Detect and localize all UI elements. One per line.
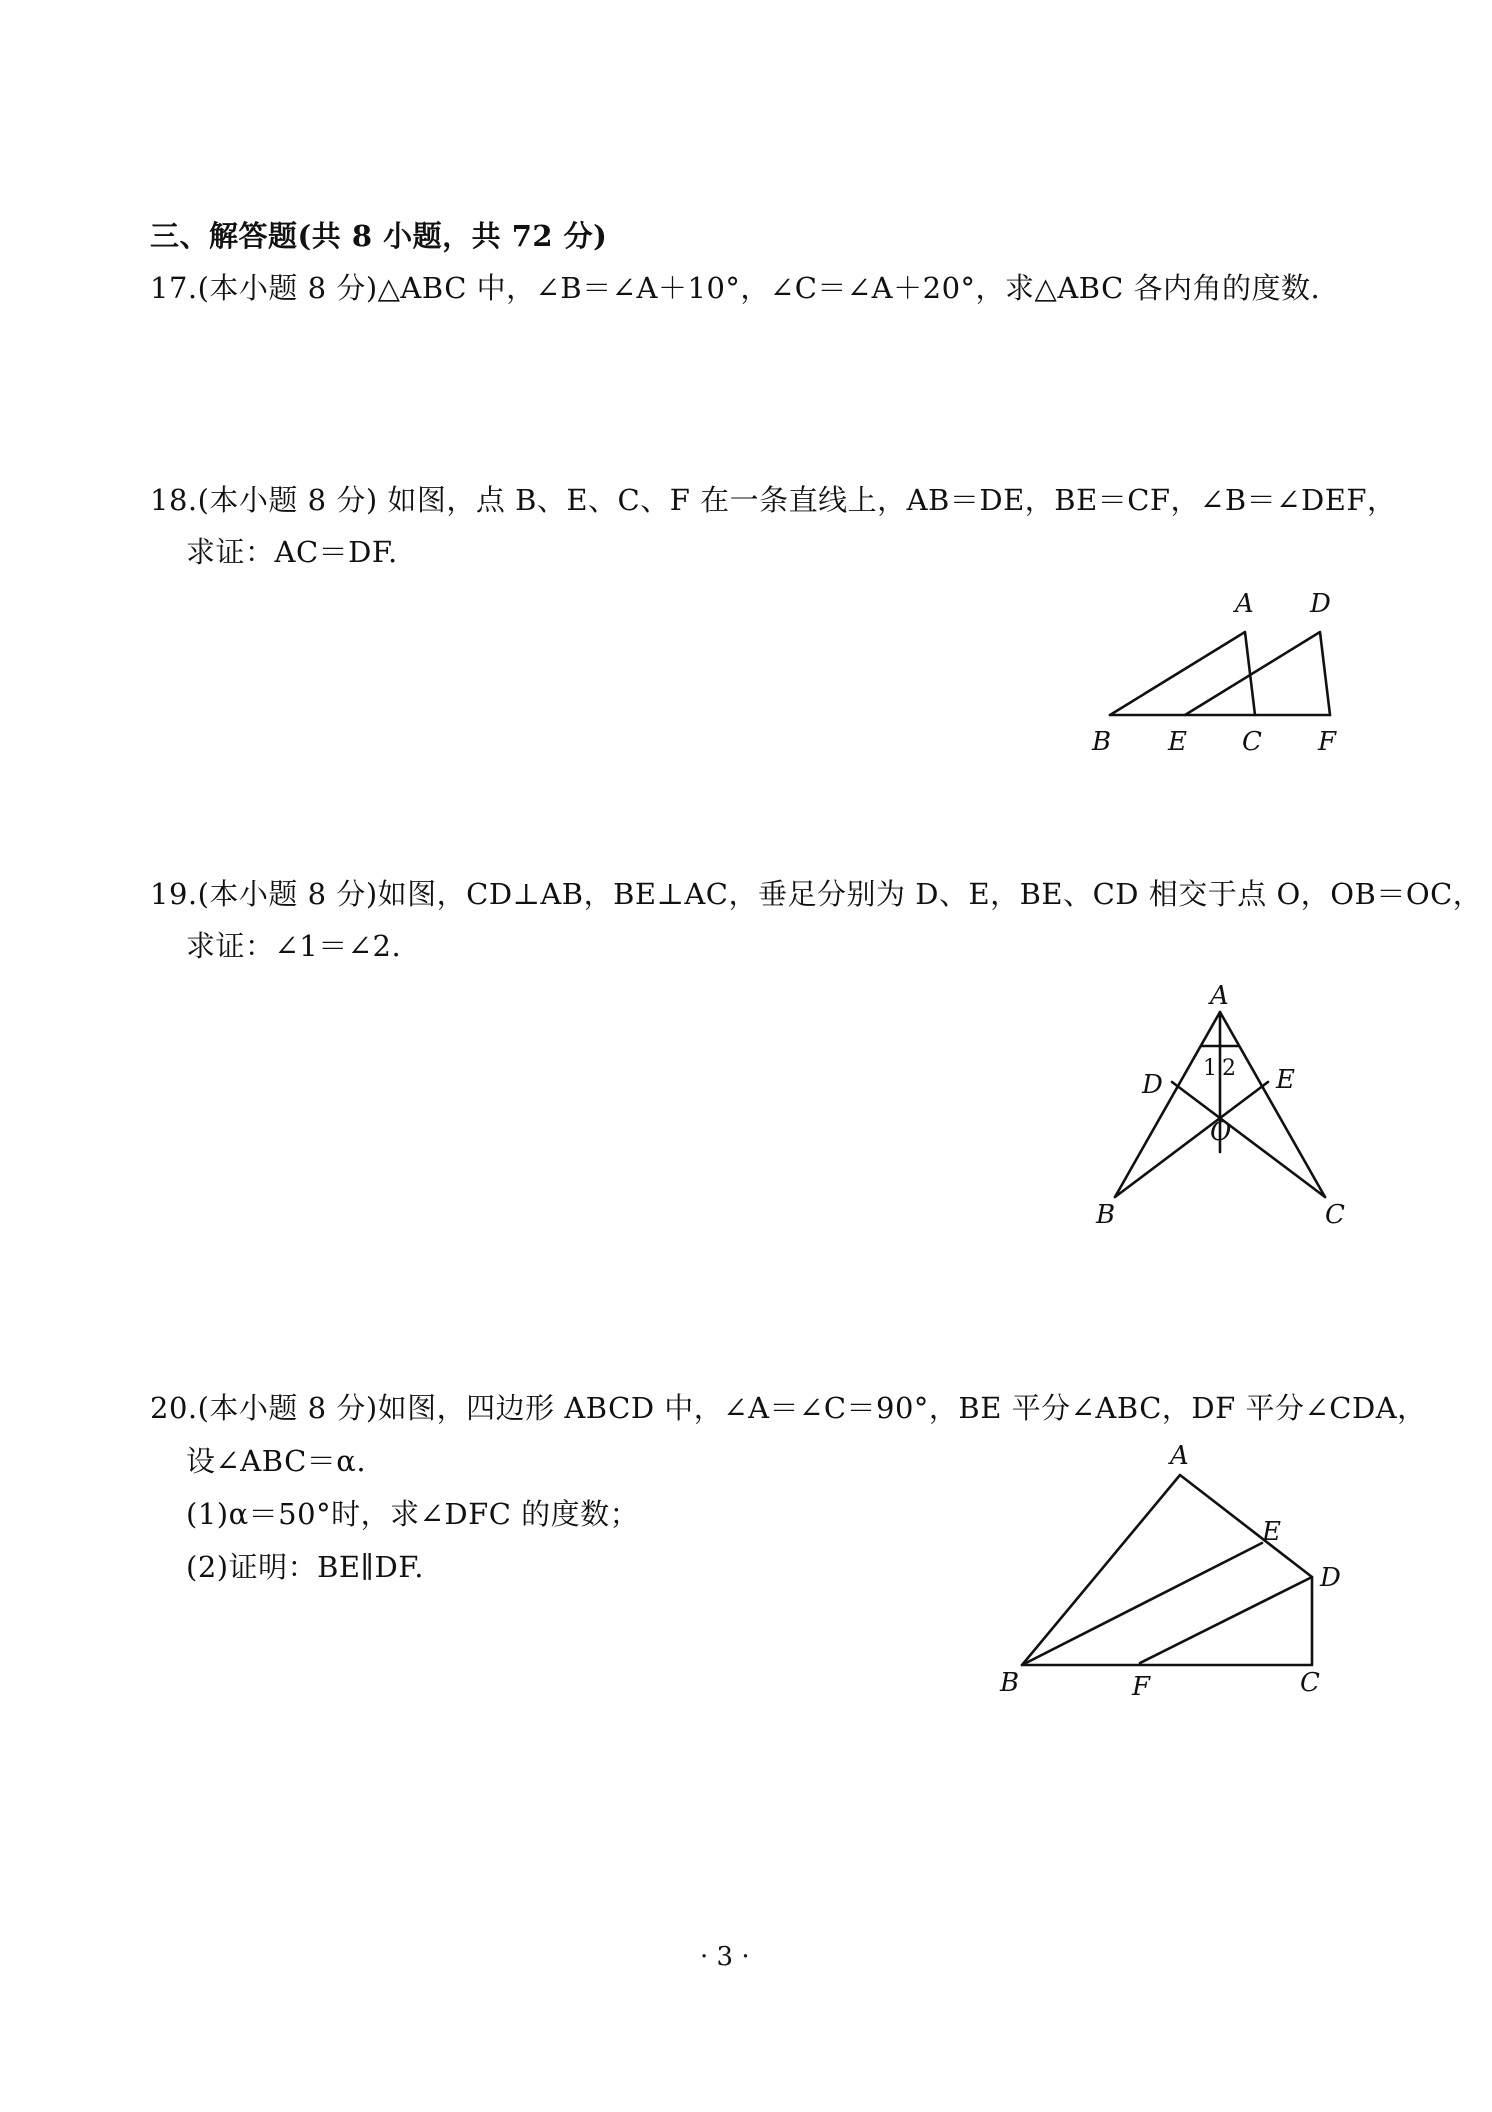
question-17: 17.(本小题 8 分)△ABC 中，∠B＝∠A＋10°，∠C＝∠A＋20°，求△ABC 各内角的度数. [150, 271, 1321, 305]
label-c: C [1325, 1200, 1345, 1230]
label-a: A [1235, 589, 1254, 619]
segment-be [1115, 1082, 1268, 1197]
segment-be [1022, 1543, 1262, 1665]
segment-cd [1172, 1082, 1325, 1197]
triangle-def [1185, 632, 1330, 715]
question-19-line2: 求证：∠1＝∠2. [186, 929, 402, 963]
quadrilateral-abcd [1022, 1475, 1312, 1665]
label-e: E [1168, 727, 1187, 757]
figure-20 [1000, 1441, 1360, 1714]
page-number: · 3 · [700, 1942, 750, 1972]
segment-df [1140, 1577, 1312, 1663]
label-c: C [1242, 727, 1262, 757]
triangle-abc [1110, 632, 1255, 715]
label-o: O [1210, 1117, 1232, 1147]
label-c: C [1300, 1668, 1320, 1698]
question-20-part2: (2)证明：BE∥DF. [186, 1550, 425, 1584]
question-20-part1: (1)α＝50°时，求∠DFC 的度数； [186, 1497, 640, 1531]
label-e: E [1262, 1517, 1281, 1547]
label-b: B [1096, 1200, 1116, 1230]
question-18-line2: 求证：AC＝DF. [186, 535, 398, 569]
question-18-line1: 18.(本小题 8 分) 如图，点 B、E、C、F 在一条直线上，AB＝DE，BE＝CF，∠B＝∠DEF， [150, 483, 1397, 517]
label-e: E [1276, 1065, 1295, 1095]
question-20-line2: 设∠ABC＝α. [186, 1444, 367, 1478]
question-19-line1: 19.(本小题 8 分)如图，CD⊥AB，BE⊥AC，垂足分别为 D、E，BE、CD 相交于点 O，OB＝OC， [150, 877, 1483, 911]
figure-20-svg [1000, 1441, 1360, 1710]
section-title: 三、解答题(共 8 小题，共 72 分) [150, 219, 608, 253]
angle-1-label: 1 [1203, 1056, 1217, 1081]
label-a: A [1170, 1441, 1189, 1471]
label-d: D [1142, 1070, 1163, 1100]
figure-19 [1070, 980, 1360, 1234]
question-20-line1: 20.(本小题 8 分)如图，四边形 ABCD 中，∠A＝∠C＝90°，BE 平分∠ABC，DF 平分∠CDA， [150, 1391, 1427, 1425]
label-b: B [1092, 727, 1112, 757]
angle-2-label: 2 [1222, 1056, 1236, 1081]
label-a: A [1210, 981, 1229, 1011]
label-d: D [1320, 1563, 1341, 1593]
label-f: F [1318, 727, 1337, 757]
figure-18 [1080, 585, 1360, 764]
label-b: B [1000, 1668, 1020, 1698]
figure-18-svg [1080, 585, 1360, 760]
label-f: F [1132, 1672, 1151, 1702]
figure-19-svg [1070, 980, 1360, 1230]
label-d: D [1310, 589, 1331, 619]
